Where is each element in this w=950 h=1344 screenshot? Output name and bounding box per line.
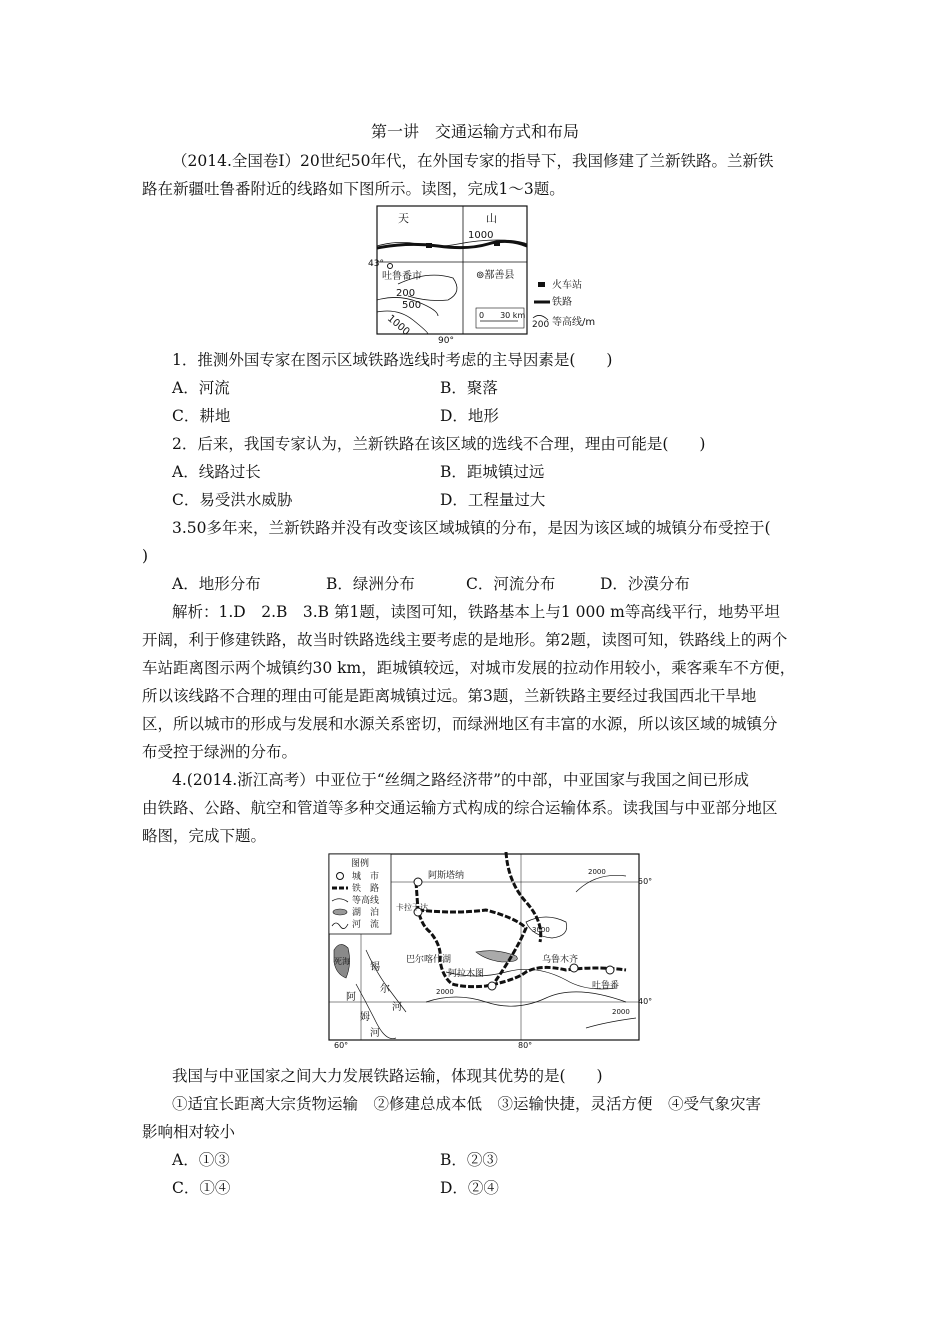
map1-label-500: 500 [402,300,422,311]
map2-lat-40: 40° [638,997,653,1006]
q2-option-c: C．易受洪水威胁 [172,491,293,509]
map2-lat-50: 50° [638,877,653,886]
q4-intro-line-3: 略图，完成下题。 [142,827,267,845]
q4-option-b: B．②③ [440,1151,498,1169]
map2-lon-60: 60° [334,1041,349,1048]
map2-contour-2000-c [576,875,626,892]
map2-deadsea-label: 死海 [334,957,350,966]
map2-amu-char-3: 河 [370,1028,380,1039]
page-title: 第一讲 交通运输方式和布局 [370,122,579,141]
turpan-railway-map [368,204,618,344]
q4-stem: 我国与中亚国家之间大力发展铁路运输，体现其优势的是( ) [172,1067,603,1085]
q4-option-d: D．②④ [440,1179,499,1197]
map2-urumqi-label: 乌鲁木齐 [542,955,579,965]
map2-astana-marker [414,878,422,886]
map2-contour-2000-b [426,992,626,1006]
q2-option-b: B．距城镇过远 [440,463,545,481]
map2-legend-title: 图例 [351,859,370,869]
analysis-line-5: 区，所以城市的形成与发展和水源关系密切，而绿洲地区有丰富的水源，所以该区域的城镇分 [142,715,778,733]
map2-legend-contour: 等高线 [352,896,380,906]
q3-option-c: C．河流分布 [466,575,556,593]
map2-label-2000c: 2000 [612,1008,630,1016]
map2-astana-label: 阿斯塔纳 [428,871,465,881]
q1-option-d: D．地形 [440,407,499,425]
map1-lon-90: 90° [438,336,454,344]
map1-shanshan-label: ⊚鄯善县 [476,270,515,281]
q2-option-d: D．工程量过大 [440,491,546,509]
map2-legend-rail: 铁 路 [352,884,380,894]
map1-label-200: 200 [396,288,416,299]
q4-intro-line-1: 4.(2014.浙江高考）中亚位于“丝绸之路经济带”的中部，中亚国家与我国之间已形成 [172,771,750,789]
intro-line-1: （2014.全国卷Ⅰ）20世纪50年代，在外国专家的指导下，我国修建了兰新铁路。兰新铁 [172,152,774,170]
central-asia-map [326,852,656,1048]
q4-option-c: C．①④ [172,1179,231,1197]
map1-scale-label: 0 30 km [479,311,526,320]
map2-legend-lake-icon [333,909,347,915]
q4-items-line-1: ①适宜长距离大宗货物运输 ②修建总成本低 ③运输快捷，灵活方便 ④受气象灾害 [172,1095,762,1113]
map2-legend-river: 河 流 [352,920,380,930]
map2-balkhash-label: 巴尔喀什湖 [406,955,452,965]
map1-lat-43: 43° [368,259,384,269]
analysis-line-2: 开阔，利于修建铁路，故当时铁路选线主要考虑的是地形。第2题，读图可知，铁路线上的两个 [142,631,788,649]
map2-karaganda-label: 卡拉干达 [396,903,428,912]
q3-option-d: D．沙漠分布 [600,575,690,593]
map2-urumqi-marker [570,964,578,972]
q4-items-line-2: 影响相对较小 [142,1123,236,1141]
q1-option-a: A．河流 [172,379,230,397]
q1-stem: 1．推测外国专家在图示区域铁路选线时考虑的主导因素是( ) [172,351,613,369]
legend1-contour-num: 200 [532,320,550,330]
map2-label-3000: 3000 [532,926,550,934]
map1-turpan-label: 吐鲁番市 [382,271,422,282]
map2-almaty-marker [488,982,496,990]
map2-legend-lake: 湖 泊 [352,908,380,918]
map2-amu-char-2: 姆 [360,1012,370,1023]
map1-turpan-marker [388,264,393,269]
legend1-contour-label: 等高线/m [552,317,596,328]
map2-syr-char-2: 尔 [380,984,390,995]
map1-station-1 [426,243,432,248]
q4-intro-line-2: 由铁路、公路、航空和管道等多种交通运输方式构成的综合运输体系。读我国与中亚部分地区 [142,799,778,817]
legend1-station-label: 火车站 [552,280,582,291]
q3-option-a: A．地形分布 [172,575,261,593]
map2-turpan-marker [606,966,614,974]
legend1-station-icon [538,282,545,287]
q3-stem-line-2: ) [142,547,149,565]
q3-stem-line-1: 3.50多年来，兰新铁路并没有改变该区域城镇的分布，是因为该区域的城镇分布受控于( [172,519,771,537]
map2-lon-80: 80° [518,1041,533,1048]
map2-turpan-label: 吐鲁番 [592,981,620,991]
map1-label-1000b: 1000 [384,313,412,338]
legend1-rail-label: 铁路 [552,297,572,308]
analysis-line-4: 所以该线路不合理的理由可能是距离城镇过远。第3题，兰新铁路主要经过我国西北干旱地 [142,687,757,705]
map2-label-2000: 2000 [588,868,606,876]
q1-option-b: B．聚落 [440,379,498,397]
map2-legend-city: 城 市 [352,872,380,882]
map2-syr-char-3: 河 [392,1002,402,1013]
map2-amu-char-1: 阿 [346,992,356,1003]
q2-option-a: A．线路过长 [172,463,261,481]
q4-option-a: A．①③ [172,1151,230,1169]
map2-label-2000b: 2000 [436,988,454,996]
q1-option-c: C．耕地 [172,407,231,425]
q3-option-b: B．绿洲分布 [326,575,415,593]
analysis-line-6: 布受控于绿洲的分布。 [142,743,298,761]
map1-shan-label: 山 [486,212,497,225]
map2-contour-2000-d [586,1018,636,1028]
intro-line-2: 路在新疆吐鲁番附近的线路如下图所示。读图，完成1～3题。 [142,180,565,198]
analysis-line-3: 车站距离图示两个城镇约30 km，距城镇较远，对城市发展的拉动作用较小，乘客乘车不方便， [142,659,796,677]
analysis-line-1: 解析：1.D 2.B 3.B 第1题，读图可知，铁路基本上与1 000 m等高线平行，地势平坦 [172,603,780,621]
map1-label-1000: 1000 [468,230,494,241]
map2-almaty-label: 阿拉木图 [448,969,485,979]
q2-stem: 2．后来，我国专家认为，兰新铁路在该区域的选线不合理，理由可能是( ) [172,435,706,453]
map2-syr-char-1: 锡 [370,962,380,973]
map1-tian-label: 天 [398,212,409,225]
map1-station-2 [494,241,500,246]
